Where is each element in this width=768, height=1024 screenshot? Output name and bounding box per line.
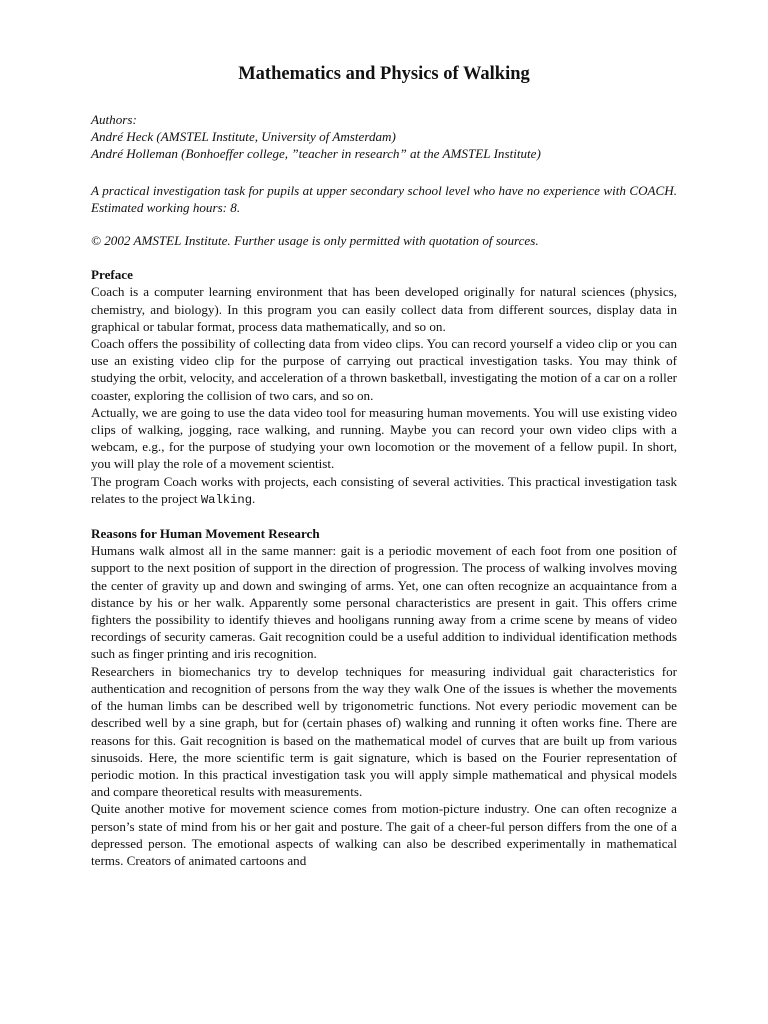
- reasons-section: [91, 525, 677, 869]
- document-title: Mathematics and Physics of Walking: [238, 64, 530, 84]
- reasons-heading: Reasons for Human Movement Research: [91, 526, 320, 542]
- preface-project-end: .: [252, 490, 256, 506]
- preface-heading: Preface: [91, 267, 133, 283]
- copyright-notice: © 2002 AMSTEL Institute. Further usage is only permitted with quotation of sources.: [91, 233, 539, 249]
- reasons-paragraph: Humans walk almost all in the same manner: gait is a periodic movement of each foot from one position of support to the next position of support in the direction of progression. The process of walking involves moving the center of gravity up and down and swinging of arms. Yet, one can often recognize an acquaintance from a distance by his or her walk. Apparently some personal characteristics are present in gait. This offers crime fighters the possibility to identify thieves and hooligans running away from a crime scene by means of video recordings of security cameras. Gait recognition could be a useful addition to individual identification methods such as finger printing and iris recognition.: [91, 543, 677, 662]
- document-page: [91, 62, 677, 869]
- abstract: A practical investigation task for pupils at upper secondary school level who have no experience with COACH. Estimated working hours: 8.: [91, 182, 677, 215]
- reasons-paragraph: Quite another motive for movement science comes from motion-picture industry. One can often recognize a person’s state of mind from his or her gait and posture. The gait of a cheer-ful person differs from the one of a depressed person. The emotional aspects of walking can also be described experimentally in mathematical terms. Creators of animated cartoons and: [91, 801, 677, 868]
- preface-paragraph: Coach offers the possibility of collecting data from video clips. You can record yourself a video clip or you can use an existing video clip for the purpose of carrying out practical investigation tasks. You may think of studying the orbit, velocity, and acceleration of a thrown basketball, investigating the motion of a car on a roller coaster, exploring the collision of two cars, and so on.: [91, 336, 677, 403]
- project-name: Walking: [200, 492, 253, 507]
- author-holleman: André Holleman (Bonhoeffer college, ”teacher in research” at the AMSTEL Institute): [91, 146, 541, 162]
- authors-block: [91, 111, 677, 163]
- preface-section: [91, 266, 677, 509]
- preface-paragraph: Actually, we are going to use the data video tool for measuring human movements. You will use existing video clips of walking, jogging, race walking, and running. Maybe you can record your own video clips with a webcam, e.g., for the purpose of studying your own locomotion or the movement of a fellow pupil. In short, you will play the role of a movement scientist.: [91, 404, 677, 472]
- preface-project-text: The program Coach works with projects, each consisting of several activities. This practical investigation task relates to the project: [91, 473, 677, 506]
- reasons-paragraph: Researchers in biomechanics try to develop techniques for measuring individual gait characteristics for authentication and recognition of persons from the way they walk One of the issues is whether the movements of the human limbs can be described well by trigonometric functions. Not every periodic movement can be described well by a sine graph, but for (certain phases of) walking and running it often works fine. There are reasons for this. Gait recognition is based on the mathematical model of curves that are built up from various sinusoids. Here, the more scientific term is gait signature, which is based on the Fourier representation of periodic motion. In this practical investigation task you will apply simple mathematical and physical models and compare theoretical results with measurements.: [91, 663, 677, 800]
- authors-label: Authors:: [91, 112, 137, 127]
- author-heck: André Heck (AMSTEL Institute, University of Amsterdam): [91, 129, 396, 145]
- preface-paragraph: Coach is a computer learning environment that has been developed originally for natural sciences (physics, chemistry, and biology). In this program you can easily collect data from different sources, display data in graphical or tabular format, process data mathematically, and so on.: [91, 284, 677, 334]
- preface-paragraph-project: [91, 473, 677, 509]
